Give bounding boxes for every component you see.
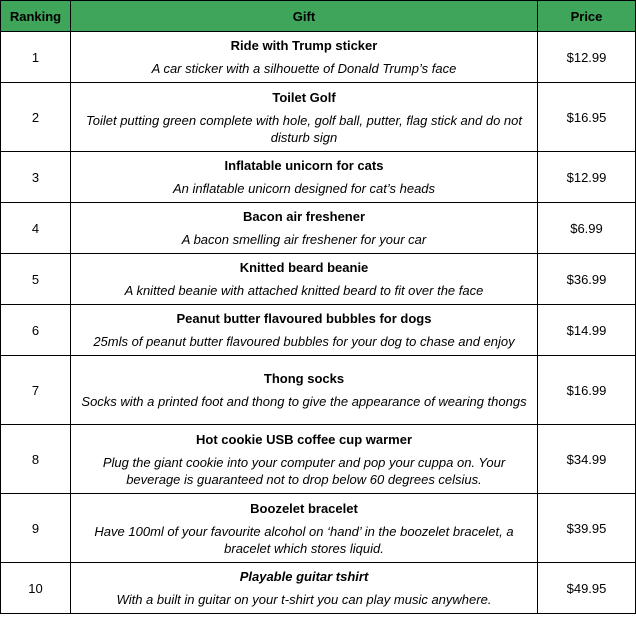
gift-name: Toilet Golf (272, 89, 336, 105)
table-row (1, 305, 636, 356)
table-row (1, 494, 636, 563)
rank-cell: 1 (1, 32, 71, 83)
rank-cell: 10 (1, 563, 71, 614)
rank-cell: 7 (1, 356, 71, 425)
gift-cell (71, 305, 538, 356)
table-row (1, 83, 636, 152)
price-cell: $34.99 (538, 425, 636, 494)
price-cell: $16.95 (538, 83, 636, 152)
gift-name: Boozelet bracelet (250, 500, 358, 516)
gift-description: 25mls of peanut butter flavoured bubbles for your dog to chase and enjoy (93, 334, 515, 349)
rank-cell: 2 (1, 83, 71, 152)
gift-name: Knitted beard beanie (239, 260, 369, 275)
gift-cell (71, 32, 538, 83)
gift-cell (71, 563, 538, 614)
gift-cell (71, 494, 538, 563)
gift-cell (71, 83, 538, 152)
gift-description: Toilet putting green complete with hole, golf ball, putter, flag stick and do not disturb sign (85, 112, 522, 145)
table-row (1, 254, 636, 305)
gift-name: Peanut butter flavoured bubbles for dogs (176, 311, 432, 326)
price-cell: $39.95 (538, 494, 636, 563)
gift-description: Plug the giant cookie into your computer and pop your cuppa on. Your beverage is guaranteed not to drop below 60 degrees celsius. (102, 454, 506, 487)
gift-cell (71, 425, 538, 494)
price-cell: $12.99 (538, 152, 636, 203)
gift-description: Socks with a printed foot and thong to give the appearance of wearing thongs (81, 394, 527, 409)
header-ranking: Ranking (1, 1, 71, 32)
rank-cell: 6 (1, 305, 71, 356)
gift-description: A knitted beanie with attached knitted beard to fit over the face (124, 283, 484, 298)
table-row (1, 152, 636, 203)
rank-cell: 9 (1, 494, 71, 563)
header-row (1, 1, 636, 32)
table-row (1, 32, 636, 83)
rank-cell: 5 (1, 254, 71, 305)
price-cell: $14.99 (538, 305, 636, 356)
rank-cell: 4 (1, 203, 71, 254)
table-row (1, 563, 636, 614)
price-cell: $49.95 (538, 563, 636, 614)
price-cell: $12.99 (538, 32, 636, 83)
gift-name: Bacon air freshener (242, 209, 366, 224)
gift-description: A bacon smelling air freshener for your car (181, 232, 427, 247)
gift-cell (71, 152, 538, 203)
header-price: Price (538, 1, 636, 32)
table-row (1, 356, 636, 425)
table-row (1, 425, 636, 494)
table-row (1, 203, 636, 254)
gift-cell (71, 203, 538, 254)
rank-cell: 3 (1, 152, 71, 203)
gift-description: Have 100ml of your favourite alcohol on ‘hand’ in the boozelet bracelet, a bracelet which stores liquid. (94, 523, 514, 556)
gift-name: Playable guitar tshirt (239, 569, 369, 584)
gift-name: Inflatable unicorn for cats (224, 158, 384, 173)
gift-cell (71, 356, 538, 425)
price-cell: $36.99 (538, 254, 636, 305)
price-cell: $16.99 (538, 356, 636, 425)
header-gift: Gift (71, 1, 538, 32)
gift-cell (71, 254, 538, 305)
gift-name: Thong socks (263, 371, 345, 386)
gift-name: Hot cookie USB coffee cup warmer (196, 431, 412, 447)
gift-description: With a built in guitar on your t-shirt you can play music anywhere. (116, 592, 492, 607)
gift-description: An inflatable unicorn designed for cat’s heads (172, 181, 436, 196)
gift-description: A car sticker with a silhouette of Donald Trump’s face (151, 61, 457, 76)
price-cell: $6.99 (538, 203, 636, 254)
gift-name: Ride with Trump sticker (230, 38, 378, 53)
rank-cell: 8 (1, 425, 71, 494)
